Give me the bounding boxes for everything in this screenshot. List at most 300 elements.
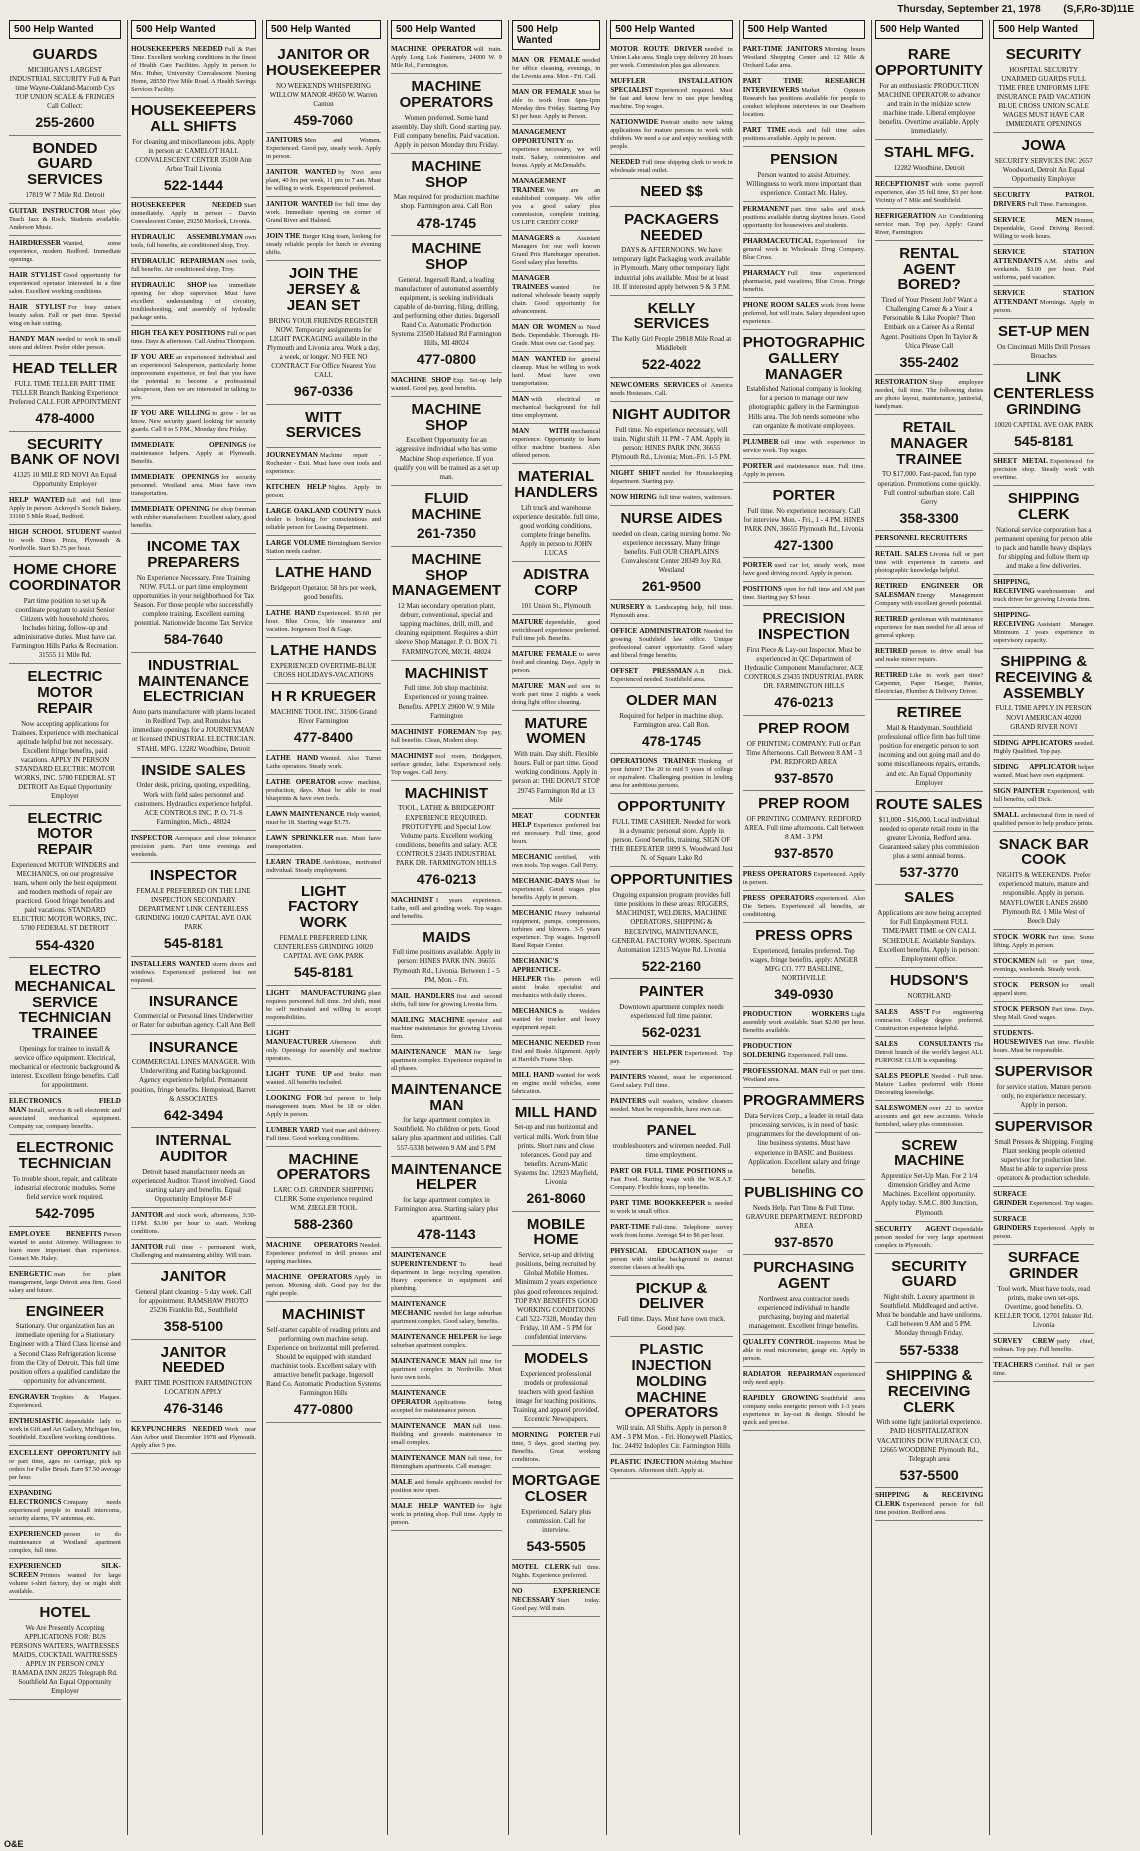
classified-ad (993, 1334, 1094, 1358)
ad-title: MAINTENANCE SUPERINTENDENT (391, 1250, 458, 1268)
ad-text: Printers wanted for large volume t-shirt factory, day or night shift available. (9, 1571, 121, 1595)
classified-ad (9, 1414, 121, 1446)
classified-ad (391, 781, 502, 893)
ad-title: ENGINEER (25, 1302, 105, 1320)
ad-title: MAINTENANCE MAN (391, 1453, 466, 1462)
ad-title: PHONE ROOM SALES (742, 301, 819, 310)
classified-ad (9, 1390, 121, 1414)
ad-phone: 542-7095 (35, 1205, 95, 1222)
ad-text: to serve food and cleaning. Days. Apply in person. (511, 650, 601, 674)
ad-title: ENGRAVER (9, 1392, 50, 1401)
classified-ad (512, 1560, 600, 1584)
ad-text: Inspector. Must be able to read micrometer, gauge etc. Apply in person. (742, 1339, 865, 1363)
classified-ad (131, 502, 256, 534)
ad-phone: 937-8570 (774, 1233, 834, 1250)
ad-title: LEARN TRADE (265, 857, 321, 866)
classified-ad (266, 807, 381, 831)
ad-phone: 588-2360 (293, 1216, 354, 1233)
ad-text: Experienced. Salary plus commission. Call for interview. (521, 1507, 591, 1535)
ad-text: Experienced MOTOR WINDERS and MECHANICS, on our progressive team, where only the best equipment and modern methods of repair are practiced. Good fringe benefits and paid vacations. STANDARD ELECTRIC MOTOR WORKS, INC. 5780 FEDERAL ST DETROIT (11, 860, 119, 933)
classified-ad (875, 1254, 983, 1363)
classified-ad (875, 1363, 983, 1488)
ad-text: and female applicants needed for position now open. (391, 1478, 502, 1494)
ad-text: Tool work. Must have tools, read prints, make own set-ups. Overtime, good benefits. O. KELLER TOOL 12701 Inkster Rd. Livonia (994, 1284, 1094, 1329)
classified-ad (391, 1499, 502, 1531)
classified-ad (610, 600, 733, 624)
classified-ad (512, 809, 600, 850)
ad-text: Energy Management Company with excellent growth potential. (874, 592, 984, 608)
classified-ad (512, 906, 600, 954)
ad-title: MACHINIST FOREMAN (391, 727, 476, 736)
ad-title: RETIRED (874, 671, 908, 680)
classified-ad (610, 624, 733, 664)
classified-ad (743, 483, 865, 559)
classified-ad (993, 42, 1094, 133)
ad-title: PHYSICAL EDUCATION (610, 1246, 701, 1255)
ad-text: Nights. Apply in person. (265, 484, 381, 500)
ad-text: Must play Teach Jazz & Rock. Students available. Anderson Music. (9, 208, 121, 232)
classified-ad (512, 320, 600, 352)
ad-text: Person wanted to assist Attorney. Willingness to learn more important than experience. Contact Mr. Haley. (9, 1230, 121, 1262)
ad-text: Ongoing expansion program provides full time positions in these areas: RIGGERS, MACHINIST, WELDERS, MACHINE OPERATORS, SHIPPING & RECEIVING, MAINTENANCE, GENERAL FACTORY WORK. Spectrum Automation 12315 Wayne Rd. Livonia (612, 891, 731, 954)
ad-phone: 261-8060 (526, 1190, 586, 1207)
ad-title: MACHINE OPERATORS (265, 1272, 352, 1281)
ad-text: For busy unisex beauty salon. Full or part time. Special wing on hair cutting. (9, 304, 121, 328)
classified-ad (875, 1222, 983, 1254)
footer-mark: O&E (4, 1839, 24, 1849)
classified-ad (743, 123, 865, 147)
ad-text: Apply in person. Morning shift. Good pay for the right people. (265, 1273, 382, 1297)
ad-text: 17819 W 7 Mile Rd. Detroit (25, 190, 105, 199)
ad-text: Experienced professional models or professional teachers with good fashion image for teaching positions. Training and apparel provided. Eccentric Newspapers. (512, 1369, 600, 1424)
ad-text: Full Time. Farmington. (1027, 201, 1088, 209)
ad-text: experienced. Also Die Setters. Experienced all benefits, air conditioning. (742, 894, 865, 918)
classified-ad (743, 234, 865, 266)
ad-title: HYDRAULIC ASSEMBLYMAN (130, 233, 243, 242)
classified-ad (391, 925, 502, 989)
ad-text: an experienced individual and an experienced Salesperson, particularly home improvement experience, or feel that you have the potential to become a professional salesperson, then we are interested in talking to you. (130, 354, 256, 402)
ad-phone: 255-2600 (35, 114, 95, 131)
ad-text: dependable lady to work in Gift and Art Gallery, Michigan Inn, Southfield. Excellent working conditions. (9, 1417, 121, 1441)
ad-title: MACHINIST (404, 784, 489, 802)
ad-text: FEMALE PREFERRED LINK CENTERLESS GRINDING 10020 CAPITAL AVE OAK PARK (273, 933, 374, 960)
ad-title: ENTHUSIASTIC (9, 1416, 64, 1425)
ad-title: ELECTRIC MOTOR REPAIR (27, 809, 103, 859)
classified-ad (9, 268, 121, 300)
ad-text: for large apartment complex in Southfield. No children or pets. Good salary plus apartment and utilities. Call 557-5338 between 9 AM and 5 PM (391, 1116, 502, 1152)
classified-ad (391, 725, 502, 749)
ad-title: INSIDE SALES (141, 761, 246, 779)
ad-text: Part time position to set up & coordinate program to assist Senior Citizens with household chores. Includes hiring, follow-up and administrative duties. Must have car. Farmington Hills Parks & Recreation. 31555 11 Mile Rd. (11, 596, 119, 660)
ad-title: HOUSEKEEPERS NEEDED (130, 45, 223, 53)
classified-ad (391, 42, 502, 74)
ad-title: MACHINE SHOP MANAGEMENT (391, 550, 502, 600)
ad-title: ROUTE SALES (875, 795, 983, 813)
classified-ad (9, 356, 121, 432)
classified-ad (512, 562, 600, 615)
classified-ad (512, 711, 600, 809)
ad-title: MILL HAND (511, 1070, 555, 1079)
classified-ad (391, 74, 502, 154)
classified-ad (266, 879, 381, 986)
ad-text: needed to work in small store and deliver. Prefer older person. (9, 336, 121, 352)
ad-title: SHIPPING, RECEIVING (993, 578, 1035, 596)
classified-ad (9, 1267, 121, 1299)
classified-ad (875, 1037, 983, 1069)
ad-phone: 557-5338 (899, 1341, 959, 1358)
ad-title: STOCK WORK (993, 932, 1047, 941)
classified-ad (512, 1584, 600, 1617)
ad-text: NIGHTS & WEEKENDS. Prefer experienced mature, mature and responsible. Apply in person. MAYFLOWER LANES 26600 Plymouth Rd. 1 Mile West of Beech Daly (996, 871, 1091, 925)
classified-ad (131, 326, 256, 350)
ad-phone: 543-5505 (526, 1538, 586, 1555)
classified-ad (9, 493, 121, 525)
classified-ad (875, 1101, 983, 1133)
ad-text: Full time positions available. Apply in person: HINES PARK INN. 36655 Plymouth Rd., Livonia. Between 1 - 5 PM, Mon. - Fri. (392, 948, 501, 984)
ad-phone: 937-8570 (774, 845, 834, 862)
classified-ad (9, 664, 121, 805)
ad-text: and son to work part time 2 nights a week doing light office cleaning. (511, 682, 601, 706)
ad-text: Order desk, pricing, quoting, expediting. Work with field sales personnel and customers. Hydraulics experience helpful. ACE CONTROLS INC. P. O. 71-S Farmington, Mich., 48024 (134, 781, 253, 826)
ad-phone: 459-7060 (293, 111, 354, 128)
classified-ad (9, 300, 121, 332)
ad-title: PRODUCTION SOLDERING (742, 1042, 792, 1060)
ad-text: Experienced person for full time position. Redford area. (874, 1501, 984, 1517)
classified-ad (610, 1070, 733, 1094)
ad-text: Wanted. Also Turret Lathe operators. Steady work. (265, 754, 382, 770)
classified-ad (266, 197, 381, 229)
ad-title: SURFACE GRINDER (1007, 1249, 1080, 1282)
ad-title: QUALITY CONTROL (742, 1338, 815, 1347)
classified-ad (743, 1039, 865, 1064)
ad-title: MECHANICS (511, 1006, 557, 1015)
ad-title: MAN WANTED (511, 355, 567, 363)
ad-title: OFFICE ADMINISTRATOR (610, 626, 702, 635)
classified-ad (743, 891, 865, 923)
ad-text: The Detroit branch of the world's largest ALL PURPOSE CLUB is expanding. (874, 1040, 984, 1064)
ad-text: with electrical or mechanical background for full time employment. (511, 396, 601, 419)
ad-text: Shop employee needed, full time. The following duties are photo layout, maintenance, janitorial, handyman. (874, 379, 984, 411)
ad-title: OFFSET PRESSMAN (610, 666, 692, 675)
ad-text: PART TIME POSITION FARMINGTON LOCATION APPLY (135, 1379, 252, 1397)
ad-title: PART TIME (742, 126, 786, 134)
ad-text: & Welders wanted for trucker and heavy equipment repair. (511, 1007, 601, 1031)
classified-ad (391, 1419, 502, 1451)
ad-text: full and full time Apply in person: Ackroyd's Scotch Bakery, 33160 5 Mile Road, Redford. (9, 497, 121, 521)
classified-ad (266, 560, 381, 606)
classified-ad (266, 831, 381, 855)
ad-text: Tired of Your Present Job? Want a Challenging Career & a Your a Personable & Like People? Then Embark on a Career As a Rental Agent. Positions Open In Taylor & Utica Please Call (880, 296, 978, 350)
ad-title: MACHINE OPERATORS (399, 78, 494, 111)
ad-title: PART-TIME (610, 1222, 650, 1231)
ad-text: TO $17,000. Fast-paced, fun type operation. Promotions come quickly. Full control suburban store. Call Gerry (877, 470, 981, 506)
ad-title: MECHANIC'S APPRENTICE-HELPER (511, 956, 561, 983)
classified-ad (512, 615, 600, 647)
ad-title: KEYPUNCHERS NEEDED (130, 1424, 223, 1433)
ad-text: to Need Beds. Dependable. Thorough. Hi-Grade. Must own car. Good pay. (511, 324, 601, 347)
ad-phone: 522-2160 (641, 957, 702, 974)
classified-ad (610, 1164, 733, 1196)
classified-ad (266, 684, 381, 750)
ad-phone: 522-1444 (163, 176, 224, 193)
ad-title: MACHINIST (281, 1305, 366, 1323)
ad-title: HUDSON'S (889, 971, 969, 989)
classified-column (127, 20, 259, 1835)
classified-ad (9, 1227, 121, 1267)
ad-text: Part time. Days. Shop Mall. Good wages. (993, 1005, 1095, 1021)
ad-text: A.B Dick. Experienced needed. Southfield area. (610, 667, 733, 683)
classified-ad (512, 125, 600, 174)
ad-title: JANITOR NEEDED (160, 1343, 227, 1377)
ad-title: PLASTIC INJECTION (610, 1458, 684, 1467)
ad-title: HANDY MAN (9, 335, 55, 344)
ad-title: JANITOR (130, 1211, 164, 1220)
ad-text: warehouseman and truck driver for growing Livonia firm. (993, 588, 1095, 604)
ad-title: KITCHEN HELP (265, 483, 327, 492)
classified-ad (875, 668, 983, 700)
ad-text: Morning hours Westland Shopping Center and 12 Mile & Orchard Lake area. (742, 46, 865, 69)
classified-ad (993, 213, 1094, 245)
classified-ad (993, 486, 1094, 575)
ad-text: needed for Housekeeping department. Starting pay. (610, 470, 733, 486)
classified-ad (993, 1059, 1094, 1114)
ad-title: MAN OR FEMALE (511, 88, 577, 96)
ad-text: will train. Apply Long Lok Fasteners, 24000 W. 9 Mile Rd., Farmington. (391, 46, 502, 69)
ad-phone: 477-0800 (293, 1401, 354, 1418)
ad-text: With train. Day shift. Flexible hours. Full or part time. Good working conditions. Apply in person at: THE DONUT STOP 29745 Farmington Rd at 13 Mile (512, 750, 600, 804)
ad-text: FULL TIME TELLER PART TIME TELLER Branch Banking Experience Preferred CALL FOR APPOINTMENT (9, 379, 121, 406)
ad-text: over 22 to service accounts and get new accounts. Vehicle furnished, salary plus commission. (874, 1104, 984, 1128)
ad-title: SECURITY BANK OF NOVI (10, 435, 120, 469)
ad-text: Experienced. Top wages. (1029, 1200, 1094, 1208)
ad-text: gentleman with maintenance experience for man needed for all areas of general upkeep. (874, 616, 984, 640)
ad-title: INSTALLERS WANTED (130, 959, 211, 968)
classified-ad (610, 296, 733, 378)
ad-title: LATHE HAND (275, 564, 372, 582)
ad-title: MAINTENANCE MECHANIC (391, 1299, 447, 1317)
ad-text: for maintenance helpers. Apply at Plymouth. Benefits. (130, 442, 256, 466)
ad-title: NEEDED (610, 158, 641, 166)
ad-text: Needed - Full time. Mature Ladies preferred with Home Decorating knowledge. (874, 1072, 984, 1096)
classified-ad (266, 480, 381, 504)
ad-title: MACHINE SHOP (391, 375, 451, 384)
ad-title: SHIPPING & RECEIVING CLERK (874, 1491, 984, 1509)
ad-text: NO WEEKENDS WHISPERING WILLOW MANOR 49650 W. Warren Canton (269, 81, 378, 108)
ad-title: JANITOR (160, 1268, 227, 1286)
column-heading: 500 Help Wanted (743, 20, 865, 39)
ad-title: SHIPPING CLERK (1007, 490, 1080, 523)
ad-title: SALES PEOPLE (874, 1071, 930, 1080)
classified-ad (266, 1302, 381, 1423)
ad-phone: 537-5500 (899, 1466, 959, 1483)
ad-title: MECHANIC (511, 852, 553, 861)
classified-ad (9, 136, 121, 204)
ad-title: LIGHT MANUFACTURING (265, 988, 367, 997)
ad-text: Experienced. Top pay. (610, 1049, 733, 1065)
ad-title: ENERGETIC (9, 1269, 53, 1278)
ad-text: Women preferred. Some hand assembly. Day shift. Good starting pay. Full company benefits. Paid vacation. Apply in person Monday thru Friday. (391, 113, 502, 149)
ad-text: 10020 CAPITAL AVE OAK PARK (993, 420, 1094, 429)
ad-text: needed in Union Lake area. Single copy delivery 20 hours per week. Commission plus gas allowance. (610, 46, 733, 69)
ad-title: SECURITY AGENT (874, 1224, 951, 1233)
ad-title: LIGHT MANUFACTURER (265, 1028, 328, 1046)
classified-ad (743, 1255, 865, 1335)
ad-text: Like to work part time? Carpenter, Paper Hanger, Painter, Electrician, Plumber & Delivery Driver. (874, 672, 984, 696)
classified-ad (9, 1527, 121, 1559)
ad-text: Auto parts manufacturer with plants located in Redford Twp. and Romulus has immediate openings for a JOURNEYMAN or licensed INDUSTRIAL ELECTRICIAN. STAHL MFG. 12282 Woodbine, Detroit (131, 708, 256, 753)
ad-title: JANITOR WANTED (265, 168, 337, 177)
classified-ad (610, 1455, 733, 1479)
ad-title: PROFESSIONAL MAN (742, 1067, 818, 1076)
ad-title: PRODUCTION WORKERS (742, 1010, 850, 1019)
ad-text: Heavy industrial equipment, pumps, compressors, turbines and blowers. 3-5 years experience. Top wages. Ingersoll Rand Repair Center. (511, 909, 601, 949)
classified-ad (743, 1367, 865, 1391)
ad-title: WITT SERVICES (285, 408, 362, 442)
classified-ad (610, 1276, 733, 1338)
ad-text: Excellent Opportunity for an aggressive individual who has some Machine Shop experience. If you qualify you will be trained as a set up man. (393, 436, 499, 481)
ad-title: JOURNEYMAN (265, 451, 318, 460)
ad-title: HYDRAULIC REPAIRMAN (130, 257, 225, 266)
ad-title: RETIRED ENGINEER OR SALESMAN (874, 582, 984, 600)
ad-title: EXCELLENT OPPORTUNITY (9, 1448, 111, 1457)
ad-text: needed on clean, caring nursing home. No experience necessary. Many fringe benefits. Full OUR CHAPLAINS Convalescent Center 28349 Joy Rd. Westland (612, 529, 731, 575)
ad-phone: 478-4000 (35, 410, 95, 427)
ad-title: PORTER (742, 561, 773, 570)
ad-title: INSURANCE (148, 992, 239, 1010)
ad-title: RADIATOR REPAIRMAN (742, 1370, 833, 1379)
ad-text: Experienced. Full time. (787, 1052, 848, 1060)
ad-title: STUDENTS-HOUSEWIVES (993, 1028, 1043, 1046)
ad-title: MACHINE OPERATOR (391, 45, 472, 53)
ad-title: MAIL HANDLERS (391, 991, 455, 1000)
classified-ad (993, 1026, 1094, 1059)
classified-ad (131, 1128, 256, 1208)
classified-ad (266, 986, 381, 1026)
ad-title: SECURITY (1005, 46, 1082, 63)
ad-text: plant requires personnel full time. 3rd shift, must be self motivated and willing to accept responsibilities. (265, 989, 382, 1021)
ad-text: experienced only need apply. (742, 1371, 865, 1387)
ad-phone: 476-0213 (416, 871, 477, 888)
classified-ad (131, 254, 256, 278)
ad-text: for large apartment complex in Farmington area. Starting salary plus apartment. (394, 1196, 499, 1223)
classified-ad (512, 231, 600, 271)
ad-title: RETIRED (874, 615, 908, 624)
classified-ad (9, 432, 121, 494)
ad-title: MANAGEMENT OPPORTUNITY (511, 128, 567, 145)
ad-title: JANITORS (265, 136, 303, 145)
ad-title: HOME CHORE COORDINATOR (9, 561, 121, 595)
classified-ad (391, 547, 502, 661)
classified-ad (266, 133, 381, 165)
ad-text: with some payroll experience, also 35 full time, $3 per hour. Vicinity of 7 Mile and Southfield. (874, 180, 984, 204)
ad-text: Experienced, females preferred. Top wages, fringe benefits, apply: ANGER MFG CO. 777 BASELINE, NORTHVILLE (749, 946, 858, 982)
ad-text: Part time. Some lifting. Apply in person. (993, 933, 1095, 949)
ad-phone: 478-1745 (641, 732, 702, 749)
ad-text: first and second shifts, full time for growing Livonia firm. (391, 992, 502, 1008)
classified-ad (9, 525, 121, 557)
ad-text: Exp. Set-up help wanted. Good pay, good benefits. (391, 376, 502, 392)
ad-text: work from home preferred, but will train. Salary dependent upon experience. (742, 302, 865, 326)
ad-title: ADISTRA CORP (522, 566, 590, 599)
classified-ad (512, 850, 600, 874)
ad-text: & Landscaping help, full time. Plymouth area. (610, 603, 733, 619)
ad-text: DAYS & AFTERNOONS. We have temporary light Packaging work available in Plymouth. Many other temporary light industrial jobs available. Must be at least 18. If interested apply between 9 & 3 P.M. (612, 246, 731, 291)
classified-ad (993, 133, 1094, 188)
ad-title: JANITOR (130, 1243, 164, 1252)
ad-text: We are an established company. We offer you a good salary plus commission, complete training. US LIFE CREDIT CORP (511, 187, 601, 226)
classified-ad (875, 177, 983, 209)
ad-text: full time with experience in service work. Top wages. (742, 438, 865, 454)
classified-ad (875, 968, 983, 1005)
ad-title: STOCK PERSON (993, 1004, 1050, 1013)
classified-column (606, 20, 736, 1835)
classified-ad (131, 42, 256, 98)
classified-ad (610, 1118, 733, 1164)
classified-ad (131, 1422, 256, 1454)
classified-ad (512, 1036, 600, 1068)
ad-title: MAINTENANCE HELPER (391, 1332, 478, 1341)
ad-text: full time for apartment complex in Northville. Must have own tools. (391, 1357, 502, 1381)
classified-ad (743, 1391, 865, 1431)
classified-ad (512, 464, 600, 562)
ad-text: The Kelly Girl People 29818 Mile Road at Middlebelt (611, 335, 732, 353)
classified-ad (993, 245, 1094, 286)
classified-ad (875, 644, 983, 668)
column-heading: 500 Help Wanted (9, 20, 121, 39)
classified-ad (131, 230, 256, 254)
ad-title: HELP WANTED (9, 496, 65, 505)
classified-ad (266, 229, 381, 261)
classified-ad (391, 1157, 502, 1248)
ad-title: MAILING MACHINE (391, 1015, 465, 1024)
classified-ad (875, 415, 983, 531)
classified-ad (993, 365, 1094, 454)
classified-ad (875, 375, 983, 415)
ad-text: Set-up and run horizontal and vertical mills. Work from blue prints. Short runs and close tolerances. Good pay and benefits. Acrum-Matic Systems Inc. 12923 Mayfield, Livonia (513, 1123, 599, 1187)
classified-ad (743, 42, 865, 74)
classified-ad (993, 286, 1094, 319)
ad-text: Assistant Manager. Minimum 2 years experience in supervisory capacity. (993, 621, 1095, 645)
ad-text: Trophies & Plaques. Experienced. (9, 1393, 121, 1409)
ad-text: Burger King team, looking for steady reliable people for lunch or evening shifts. (265, 233, 382, 257)
ad-text: Molding Machine Operators. Afternoon shift. Apply at. (610, 1459, 733, 1475)
ad-text: Needed for growing Southfield law office. Unique professional career opportunity. Good salary and liberal fringe benefits. (610, 627, 733, 659)
classified-ad (993, 575, 1094, 608)
ad-text: Data Services Corp., a leader in retail data processing services, is in need of basic programmers for the development of on-line business systems. Must have experience in BASIC and Business Application. Excellent salary and fringe benefits. (744, 1112, 864, 1175)
ad-title: SECURITY GUARD (891, 1257, 968, 1291)
ad-title: MAN OR WOMEN (511, 323, 577, 331)
classified-column (387, 20, 505, 1835)
ad-title: MORNING PORTER (511, 1431, 588, 1440)
ad-phone: 584-7640 (163, 631, 224, 648)
ad-text: person to do maintenance at Westland apartment complex, full time. (9, 1530, 121, 1554)
ad-text: in Fast Food. Starting wage with the W.R.A.F. Company. Flexible hours, top benefits. (610, 1167, 733, 1191)
ad-title: PRESS OPRS (755, 926, 853, 944)
ad-title: IMMEDIATE OPENING (130, 505, 210, 514)
ad-text: 12282 Woodbine, Detroit (893, 163, 965, 172)
classified-ad (266, 165, 381, 197)
ad-text: Wanted, some experience, modern Redford. Immediate openings. (9, 240, 121, 264)
ad-text: full time. Building and grounds maintenance in small complex. (391, 1422, 502, 1446)
classified-ad (512, 1004, 600, 1036)
classified-ad (131, 470, 256, 502)
ad-title: PART OR FULL TIME POSITIONS (610, 1166, 726, 1175)
ad-text: MACHINE TOOL INC. 31506 Grand River Farmington (270, 707, 377, 725)
classified-ad (266, 405, 381, 449)
ad-title: MATURE (511, 617, 544, 626)
classified-ad (610, 42, 733, 74)
classified-ad (610, 1094, 733, 1118)
